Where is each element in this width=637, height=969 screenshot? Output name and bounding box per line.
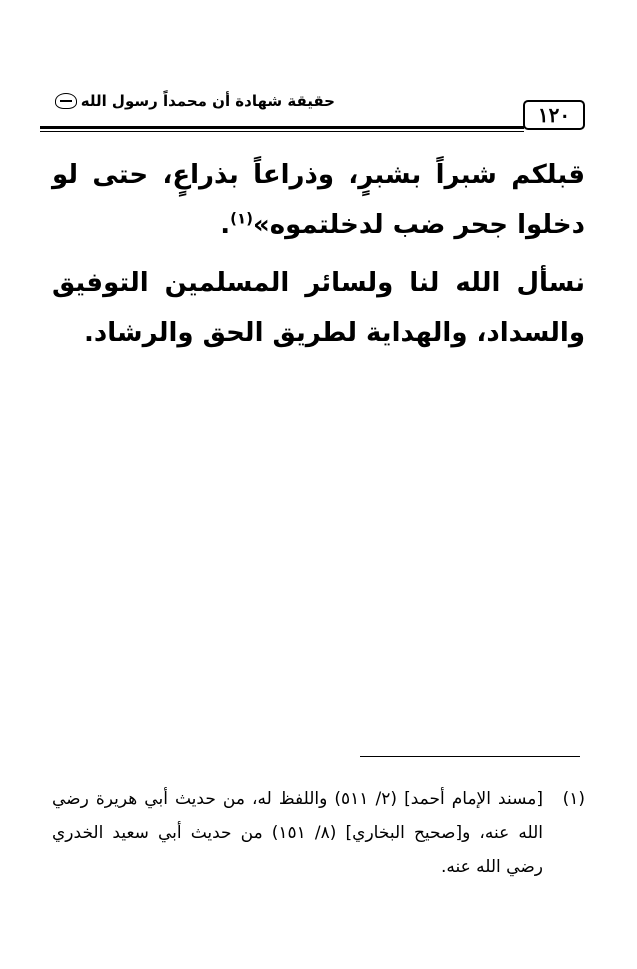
paragraph-2: [52, 258, 585, 358]
paragraph-1-end: .: [220, 210, 231, 240]
footnote-separator: [360, 756, 580, 757]
main-text: [52, 150, 585, 358]
page-number-box: [523, 100, 585, 130]
paragraph-1-text: قبلكم شبراً بشبرٍ، وذراعاً بذراعٍ، حتى لو دخلوا جحر ضب لدخلتموه»: [52, 160, 585, 240]
header-rule-thin: [40, 131, 524, 132]
page-number: ١٢٠: [537, 103, 571, 127]
header-rule-thick: [40, 126, 524, 129]
salawat-honorific-icon: [55, 93, 77, 109]
paragraph-1: [52, 150, 585, 250]
footnote-text: [مسند الإمام أحمد] (٢/ ٥١١) واللفظ له، من حديث أبي هريرة رضي الله عنه، و[صحيح البخاري] (٨/ ١٥١) من حديث أبي سعيد الخدري رضي الله عنه.: [52, 789, 543, 877]
footnote-item: [52, 782, 585, 884]
paragraph-2-text: نسأل الله لنا ولسائر المسلمين التوفيق والسداد، والهداية لطريق الحق والرشاد.: [52, 268, 585, 348]
page-header: [40, 88, 585, 128]
running-title: [55, 92, 335, 110]
footnotes: [52, 782, 585, 884]
running-title-text: حقيقة شهادة أن محمداً رسول الله: [80, 92, 335, 110]
footnote-number: (١): [562, 789, 585, 809]
footnote-reference: (١): [230, 209, 254, 228]
